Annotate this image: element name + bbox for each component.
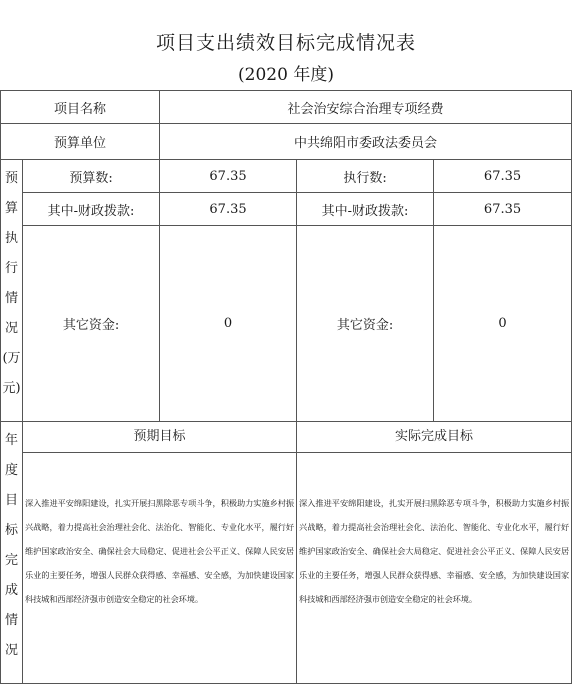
side-char: 况 — [4, 321, 18, 336]
fiscal-exec-value: 67.35 — [434, 193, 572, 226]
side-char: 元) — [2, 381, 21, 396]
table-title: 项目支出绩效目标完成情况表 — [155, 32, 416, 54]
goal-completion-side-label — [1, 422, 23, 684]
other-exec-label: 其它资金: — [297, 226, 434, 422]
side-char: 完 — [4, 553, 18, 568]
project-name-value: 社会治安综合治理专项经费 — [160, 91, 572, 124]
project-name-label: 项目名称 — [1, 91, 160, 124]
year-label: (2020 年度) — [238, 65, 334, 85]
side-char: 年 — [4, 433, 18, 448]
budget-count-value: 67.35 — [160, 160, 297, 193]
other-exec-value: 0 — [434, 226, 572, 422]
side-char: 行 — [4, 261, 18, 276]
actual-goal-text: 深入推进平安绵阳建设，扎实开展扫黑除恶专项斗争，积极助力实施乡村振兴战略，着力提高社会治理社会化、法治化、智能化、专业化水平，履行好维护国家政治安全、确保社会大局稳定、促进社会公平正义、保障人民安居乐业的主要任务，增强人民群众获得感、幸福感、安全感，为加快建设国家科技城和西部经济强市创造安全稳定的社会环境。 — [299, 498, 570, 604]
fiscal-budget-label: 其中-财政拨款: — [23, 193, 160, 226]
side-char: 况 — [4, 643, 18, 658]
exec-count-value: 67.35 — [434, 160, 572, 193]
side-char: 成 — [4, 583, 18, 598]
fiscal-exec-label: 其中-财政拨款: — [297, 193, 434, 226]
actual-goal-cell — [297, 422, 572, 684]
side-char: 预 — [4, 171, 18, 186]
expected-goal-cell — [23, 422, 297, 684]
budget-unit-label: 预算单位 — [1, 124, 160, 160]
expected-goal-text: 深入推进平安绵阳建设，扎实开展扫黑除恶专项斗争，积极助力实施乡村振兴战略，着力提高社会治理社会化、法治化、智能化、专业化水平，履行好维护国家政治安全、确保社会大局稳定、促进社会公平正义、保障人民安居乐业的主要任务，增强人民群众获得感、幸福感、安全感，为加快建设国家科技城和西部经济强市创造安全稳定的社会环境。 — [25, 498, 295, 604]
budget-unit-value: 中共绵阳市委政法委员会 — [160, 124, 572, 160]
side-char: 情 — [4, 291, 18, 306]
side-char: 度 — [4, 463, 18, 478]
side-char: 目 — [4, 493, 18, 508]
budget-count-label: 预算数: — [23, 160, 160, 193]
actual-goal-header: 实际完成目标 — [297, 422, 571, 453]
budget-execution-side-label — [1, 160, 23, 422]
side-char: (万 — [2, 351, 21, 366]
fiscal-budget-value: 67.35 — [160, 193, 297, 226]
side-char: 执 — [4, 231, 18, 246]
side-char: 情 — [4, 613, 18, 628]
exec-count-label: 执行数: — [297, 160, 434, 193]
expected-goal-header: 预期目标 — [23, 422, 296, 453]
side-char: 算 — [4, 201, 18, 216]
other-budget-label: 其它资金: — [23, 226, 160, 422]
performance-table — [0, 90, 572, 684]
side-char: 标 — [4, 523, 18, 538]
other-budget-value: 0 — [160, 226, 297, 422]
